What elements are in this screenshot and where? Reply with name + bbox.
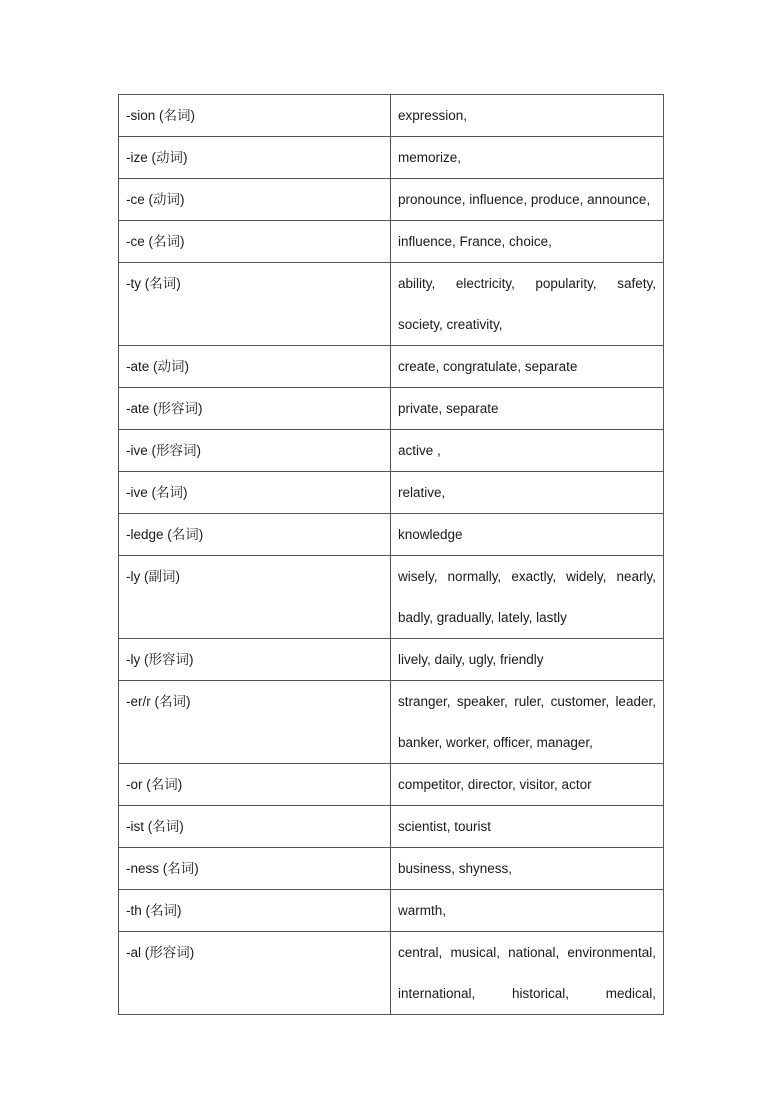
table-row	[119, 681, 664, 764]
table-row	[119, 639, 664, 681]
suffix-cell: -al (形容词)	[119, 932, 391, 1015]
examples-line	[398, 556, 656, 597]
table-row	[119, 514, 664, 556]
examples-cell: competitor, director, visitor, actor	[391, 764, 664, 806]
example-word: exactly,	[511, 569, 557, 584]
table-row	[119, 806, 664, 848]
table-row	[119, 179, 664, 221]
suffix-cell: -sion (名词)	[119, 95, 391, 137]
table-row	[119, 764, 664, 806]
example-word: historical,	[512, 986, 570, 1001]
suffix-cell: -ce (动词)	[119, 179, 391, 221]
examples-line	[398, 973, 656, 1014]
examples-cell: warmth,	[391, 890, 664, 932]
table-row	[119, 263, 664, 346]
example-word: wisely,	[398, 569, 438, 584]
examples-line: badly, gradually, lately, lastly	[398, 610, 567, 625]
examples-cell: private, separate	[391, 388, 664, 430]
suffix-cell: -ate (动词)	[119, 346, 391, 388]
suffix-cell: -ive (名词)	[119, 472, 391, 514]
example-word: leader,	[615, 694, 656, 709]
examples-cell	[391, 263, 664, 346]
table-row	[119, 556, 664, 639]
table-row	[119, 137, 664, 179]
suffix-cell: -ly (形容词)	[119, 639, 391, 681]
example-word: customer,	[550, 694, 610, 709]
example-word: safety,	[617, 276, 656, 291]
example-word: ability,	[398, 276, 436, 291]
example-word: normally,	[447, 569, 502, 584]
examples-cell: scientist, tourist	[391, 806, 664, 848]
examples-line: banker, worker, officer, manager,	[398, 735, 593, 750]
suffix-cell: -ledge (名词)	[119, 514, 391, 556]
table-row	[119, 388, 664, 430]
suffix-cell: -ate (形容词)	[119, 388, 391, 430]
suffix-cell: -er/r (名词)	[119, 681, 391, 764]
example-word: nearly,	[616, 569, 656, 584]
example-word: ruler,	[514, 694, 545, 709]
examples-cell: pronounce, influence, produce, announce,	[391, 179, 664, 221]
suffix-cell: -or (名词)	[119, 764, 391, 806]
table-row	[119, 430, 664, 472]
table-row	[119, 221, 664, 263]
examples-cell: memorize,	[391, 137, 664, 179]
example-word: stranger,	[398, 694, 451, 709]
example-word: environmental,	[567, 945, 656, 960]
example-word: international,	[398, 986, 476, 1001]
examples-cell: active ,	[391, 430, 664, 472]
example-word: central,	[398, 945, 443, 960]
example-word: widely,	[566, 569, 607, 584]
suffix-cell: -th (名词)	[119, 890, 391, 932]
example-word: musical,	[450, 945, 500, 960]
examples-cell: relative,	[391, 472, 664, 514]
example-word: popularity,	[535, 276, 597, 291]
examples-line: society, creativity,	[398, 317, 503, 332]
examples-cell	[391, 932, 664, 1015]
example-word: national,	[508, 945, 560, 960]
table-row	[119, 346, 664, 388]
table-row	[119, 95, 664, 137]
suffix-cell: -ce (名词)	[119, 221, 391, 263]
suffix-cell: -ize (动词)	[119, 137, 391, 179]
example-word: speaker,	[456, 694, 508, 709]
examples-cell: influence, France, choice,	[391, 221, 664, 263]
suffix-table	[118, 94, 664, 1015]
example-word: electricity,	[455, 276, 515, 291]
examples-cell: knowledge	[391, 514, 664, 556]
examples-line	[398, 932, 656, 973]
examples-cell: expression,	[391, 95, 664, 137]
examples-cell	[391, 556, 664, 639]
examples-cell	[391, 681, 664, 764]
suffix-cell: -ty (名词)	[119, 263, 391, 346]
examples-line	[398, 681, 656, 722]
example-word: medical,	[605, 986, 656, 1001]
table-row	[119, 472, 664, 514]
table-row	[119, 890, 664, 932]
examples-line	[398, 263, 656, 304]
suffix-cell: -ive (形容词)	[119, 430, 391, 472]
examples-cell: create, congratulate, separate	[391, 346, 664, 388]
suffix-cell: -ly (副词)	[119, 556, 391, 639]
examples-cell: lively, daily, ugly, friendly	[391, 639, 664, 681]
table-row	[119, 848, 664, 890]
examples-cell: business, shyness,	[391, 848, 664, 890]
table-row	[119, 932, 664, 1015]
suffix-cell: -ness (名词)	[119, 848, 391, 890]
suffix-cell: -ist (名词)	[119, 806, 391, 848]
